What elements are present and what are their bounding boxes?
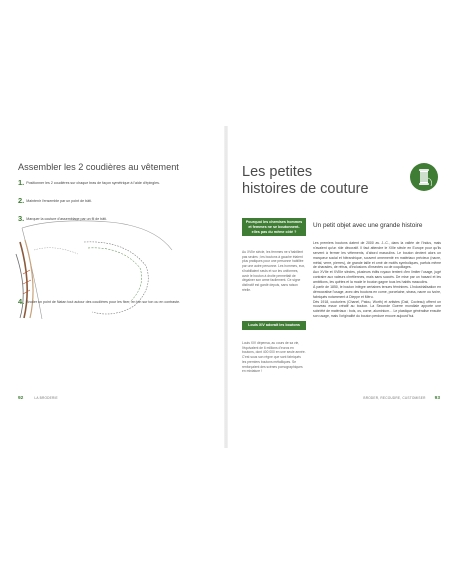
right-running-head: BRODER, RECOUDRE, CUSTOMISER [363,396,426,400]
step-1-text: Positionner les 2 coudières sur chaque bras de façon symétrique à l'aide d'épingles. [26,181,160,185]
sidebar-text-2: Louis XIV dépensa, au cours de sa vie, l'équivalent de 6 millions d'euros en boutons, dont 400 000 en une seule année. C'est sous son règne que sont fabriqués les premiers boutons métalliques. Se renforçaient des scènes pornographiques en miniature ! [242,341,306,374]
book-gutter [224,126,228,448]
step-2-text: Maintenir l'ensemble par un point de bâti. [26,199,92,203]
sidebar-question-box: Pourquoi les chemises hommes et femmes ne se boutonnent-elles pas du même côté ? [242,218,306,236]
right-title-line-2: histoires de couture [242,180,369,197]
step-4: 4. Broder un point de Natan tout autour des coudières pour les fixer, en ton sur ton ou en contraste. [18,297,181,306]
sleeve-elbow-patch-illustration [14,214,174,322]
article-paragraph: À partir de 1850, le bouton intègre certaines tenues féminines. L'industrialisation en démocratise l'usage, avec des boutons en corne, porcelaine, strass, nacre ou ivoire, fabriqués notamment à Dieppe et Méru. [313,284,441,299]
left-page-number: 92 [18,396,24,401]
article-paragraph: Dès 1918, couturiers (Chanel, Patou, Worth) et artistes (Dalí, Cocteau) offrent un nouveau essor créatif au bouton. La Seconde Guerre mondiale apporte une sobriété de matériaux : bois, os, corne, aluminium… Le plastique généralise ensuite son usage, mais l'originalité du bouton perdure encore aujourd'hui. [313,299,441,319]
step-2: 2. Maintenir l'ensemble par un point de bâti. [18,196,92,205]
article-paragraph: Les premiers boutons datent de 2000 av. J.-C., dans la vallée de l'Indus, mais n'avaient qu'un rôle décoratif. Il faut attendre le XIIIe siècle en Europe pour qu'ils servent à fermer les vêtements, d'abord masculins. Le bouton devient alors un marqueur social et hiérarchique, souvent ornementé en matériaux précieux (nacre, métal, verre, pierres), de grande taille et orné de motifs symboliques, parfois même de charades, de rébus, d'inclusions d'insectes ou de coquillages. [313,241,441,270]
right-page-number: 93 [434,396,440,401]
sidebar-text-1: Au XVIIe siècle, les femmes ne s'habillent pas seules ; les boutons à gauche étaient plus pratiques pour une personne habillée par une autre personne. Les hommes, eux, s'habillaient seuls et sur les uniformes, avoir le bouton à droite permettait de dégainer son arme facilement. Ce signe distinctif est gardé depuis, sans raison réelle. [242,250,306,292]
right-page-title [242,164,369,197]
article-title: Un petit objet avec une grande histoire [313,222,423,229]
left-running-head: LA BRODERIE [34,396,58,400]
step-3-text: Marquer la couture d'assemblage par un fil de bâti. [26,217,108,221]
right-title-line-1: Les petites [242,164,313,180]
article-body [313,241,441,319]
right-page-folio [340,396,440,401]
thread-spool-icon [409,162,439,192]
article-paragraph: Aux XVIIe et XVIIIe siècles, plusieurs édits royaux tentent d'en limiter l'usage, jugé contraire aux valeurs chrétiennes, mais sans succès. De mise par un hasard et les ambitions, les quêtes et la mode le bouton gagne tous les habits masculins. [313,270,441,284]
step-1: 1. Positionner les 2 coudières sur chaque bras de façon symétrique à l'aide d'épingles. [18,178,160,187]
book-spread [0,126,452,448]
step-4-text: Broder un point de Natan tout autour des coudières pour les fixer, en ton sur ton ou en contraste. [26,300,181,304]
left-page-title: Assembler les 2 coudières au vêtement [18,162,179,172]
step-3: 3. Marquer la couture d'assemblage par un fil de bâti. [18,214,108,223]
sidebar-louis-xiv-box: Louis XIV adorait les boutons [242,321,306,330]
left-page-folio [18,396,58,401]
